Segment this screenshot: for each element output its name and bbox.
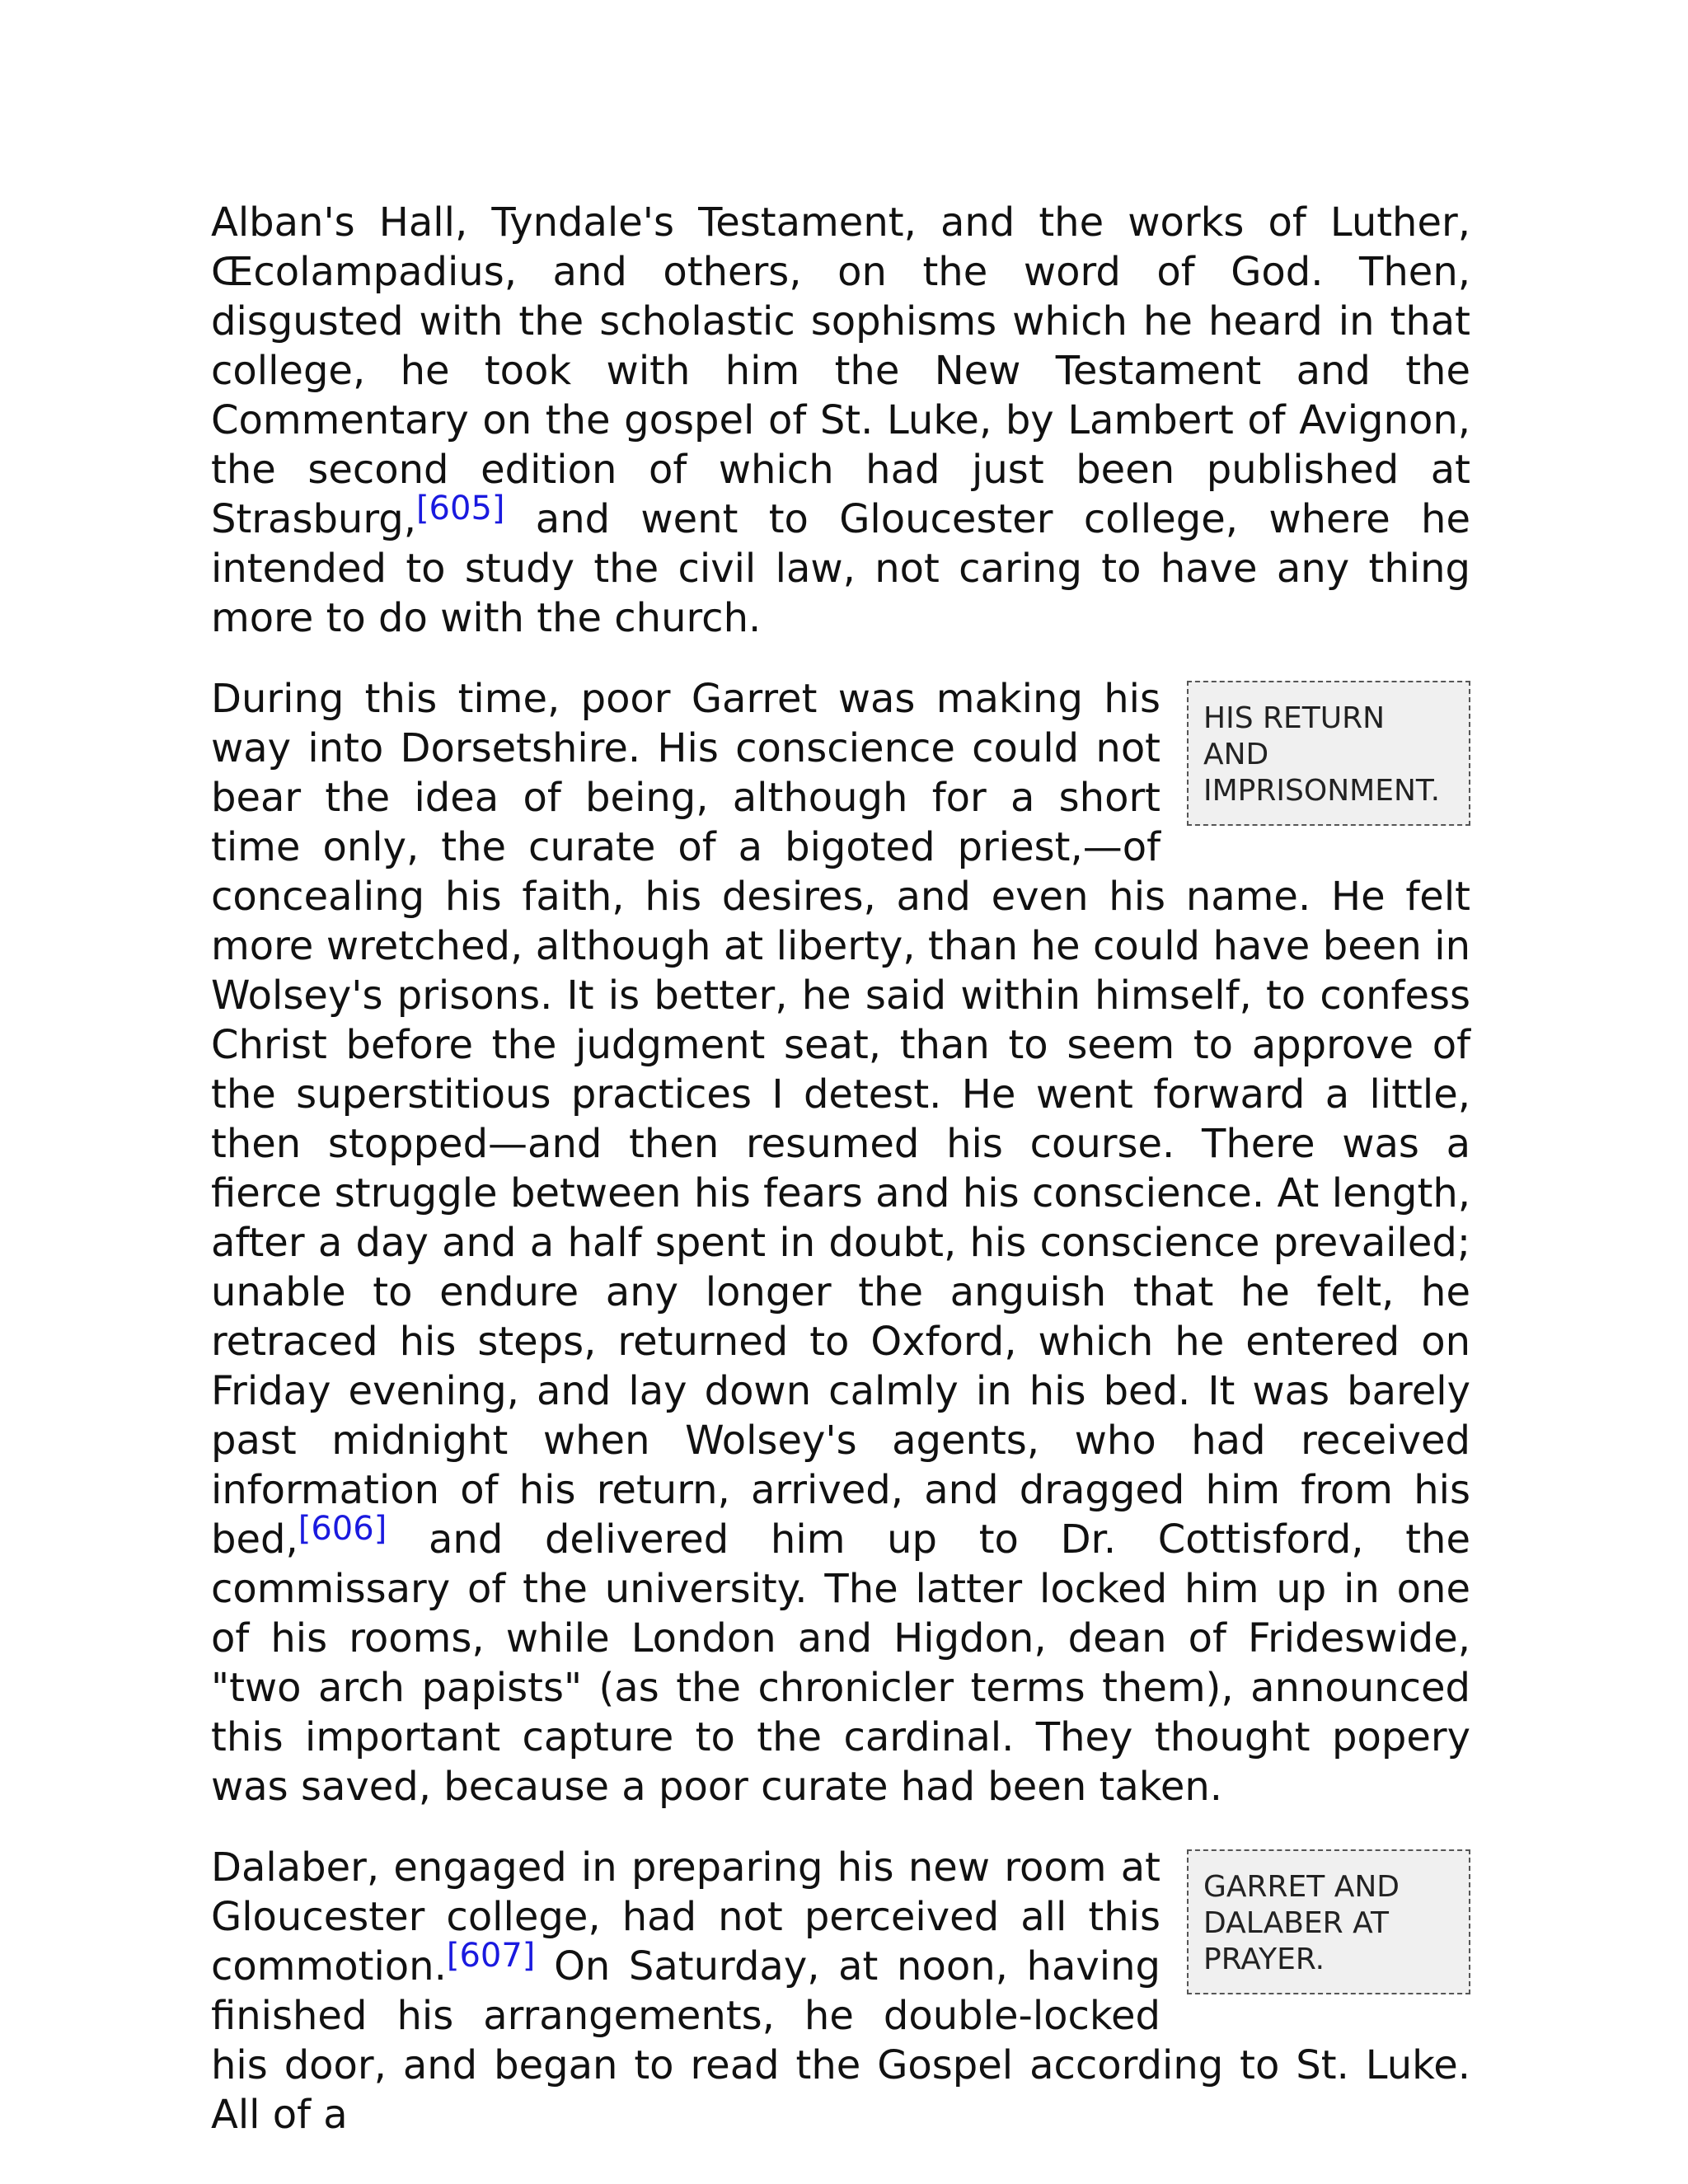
paragraph-text: and went to Gloucester college, where he intended to study the civil law, not caring to have any thing more to do with the church. bbox=[211, 496, 1470, 641]
paragraph-text: Alban's Hall, Tyndale's Testament, and the works of Luther, Œcolampadius, and others, on the word of God. Then, disgusted with the scholastic sophisms which he heard in that college, he took with him the New Testament and the Commentary on the gospel of St. Luke, by Lambert of Avignon, the second edition of which had just been published at Strasburg, bbox=[211, 199, 1470, 542]
paragraph-text: and delivered him up to Dr. Cottisford, the commissary of the university. The latter locked him up in one of his rooms, while London and Higdon, dean of Frideswide, "two arch papists" (as the chronicler terms them), announced this important capture to the cardinal. They thought popery was saved, because a poor curate had been taken. bbox=[211, 1516, 1470, 1810]
footnote-link[interactable]: [607] bbox=[446, 1937, 536, 1975]
paragraph-2 bbox=[211, 674, 1470, 1811]
sidenote: HIS RETURN AND IMPRISONMENT. bbox=[1187, 681, 1470, 826]
document-body bbox=[211, 198, 1470, 2139]
paragraph-text: During this time, poor Garret was making his way into Dorsetshire. His conscience could not bear the idea of being, although for a short time only, the curate of a bigoted priest,—of concealing his faith, his desires, and even his name. He felt more wretched, although at liberty, than he could have been in Wolsey's prisons. It is better, he said within himself, to confess Christ before the judgment seat, than to seem to approve of the superstitious practices I detest. He went forward a little, then stopped—and then resumed his course. There was a fierce struggle between his fears and his conscience. At length, after a day and a half spent in doubt, his conscience prevailed; unable to endure any longer the anguish that he felt, he retraced his steps, returned to Oxford, which he entered on Friday evening, and lay down calmly in his bed. It was barely past midnight when Wolsey's agents, who had received information of his return, arrived, and dragged him from his bed, bbox=[211, 676, 1470, 1563]
footnote-link[interactable]: [605] bbox=[415, 490, 505, 527]
sidenote: GARRET AND DALABER AT PRAYER. bbox=[1187, 1849, 1470, 1994]
paragraph-text: On Saturday, at noon, having finished his arrangements, he double-locked his door, and began to read the Gospel according to St. Luke. All of a bbox=[211, 1943, 1470, 2138]
paragraph-3 bbox=[211, 1843, 1470, 2139]
paragraph-1 bbox=[211, 198, 1470, 643]
document-page bbox=[211, 198, 1470, 2171]
paragraph-text: Dalaber, engaged in preparing his new room at Gloucester college, had not perceived all this commotion. bbox=[211, 1844, 1160, 1990]
footnote-link[interactable]: [606] bbox=[298, 1510, 387, 1548]
